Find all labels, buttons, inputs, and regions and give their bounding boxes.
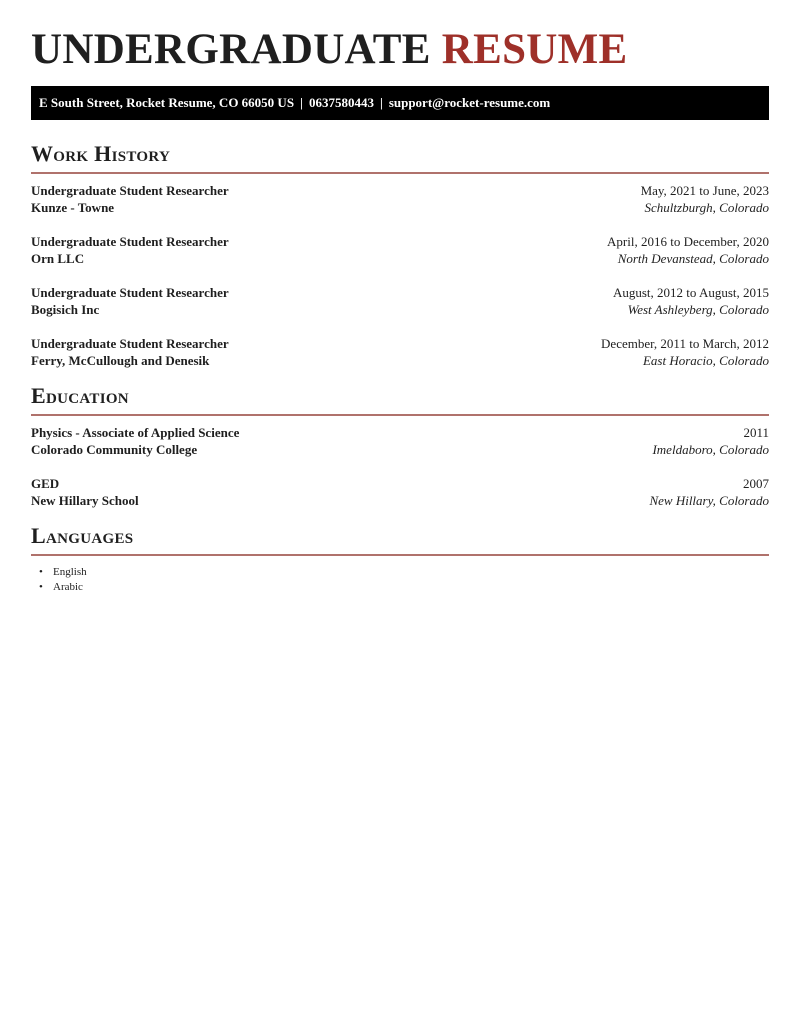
work-entry (31, 183, 769, 219)
job-company: Bogisich Inc (31, 302, 100, 317)
education-entry (31, 425, 769, 461)
edu-location: Imeldaboro, Colorado (652, 442, 769, 457)
edu-degree: GED (31, 476, 60, 491)
work-entry (31, 285, 769, 321)
job-location: Schultzburgh, Colorado (644, 200, 769, 215)
job-company: Kunze - Towne (31, 200, 115, 215)
job-dates: August, 2012 to August, 2015 (612, 285, 769, 300)
list-item (39, 565, 87, 580)
work-entry (31, 336, 769, 372)
list-item (39, 580, 87, 595)
job-location: West Ashleyberg, Colorado (627, 302, 769, 317)
contact-separator: | (379, 95, 383, 110)
resume-title (31, 28, 628, 71)
contact-address: E South Street, Rocket Resume, CO 66050 US (39, 95, 295, 110)
job-company: Orn LLC (31, 251, 85, 266)
edu-location: New Hillary, Colorado (649, 493, 769, 508)
contact-separator: | (300, 95, 303, 110)
contact-bar (31, 86, 769, 120)
title-part-1: UNDERGRADUATE (31, 26, 431, 73)
section-divider (31, 172, 769, 174)
title-part-2: RESUME (441, 26, 628, 73)
edu-degree: Physics - Associate of Applied Science (31, 425, 240, 440)
job-title: Undergraduate Student Researcher (31, 234, 229, 249)
section-title-work-history: Work History (31, 141, 171, 166)
job-company: Ferry, McCullough and Denesik (31, 353, 210, 368)
job-title: Undergraduate Student Researcher (31, 183, 229, 198)
job-title: Undergraduate Student Researcher (31, 285, 229, 300)
job-location: North Devanstead, Colorado (617, 251, 769, 266)
education-entry (31, 476, 769, 512)
edu-year: 2007 (743, 476, 769, 491)
language-name: Arabic (53, 581, 83, 593)
edu-year: 2011 (743, 425, 769, 440)
section-divider (31, 554, 769, 556)
bullet-icon: • (39, 566, 43, 578)
job-dates: May, 2021 to June, 2023 (640, 183, 769, 198)
edu-school: Colorado Community College (31, 442, 198, 457)
section-title-education: Education (31, 383, 129, 408)
bullet-icon: • (39, 581, 43, 593)
job-dates: April, 2016 to December, 2020 (607, 234, 769, 249)
edu-school: New Hillary School (31, 493, 139, 508)
job-location: East Horacio, Colorado (642, 353, 769, 368)
section-divider (31, 414, 769, 416)
contact-email: support@rocket-resume.com (388, 95, 551, 110)
job-dates: December, 2011 to March, 2012 (601, 336, 769, 351)
job-title: Undergraduate Student Researcher (31, 336, 229, 351)
languages-list (39, 565, 87, 595)
language-name: English (53, 566, 87, 578)
contact-phone: 0637580443 (308, 95, 374, 110)
work-entry (31, 234, 769, 270)
section-title-languages: Languages (31, 523, 134, 548)
